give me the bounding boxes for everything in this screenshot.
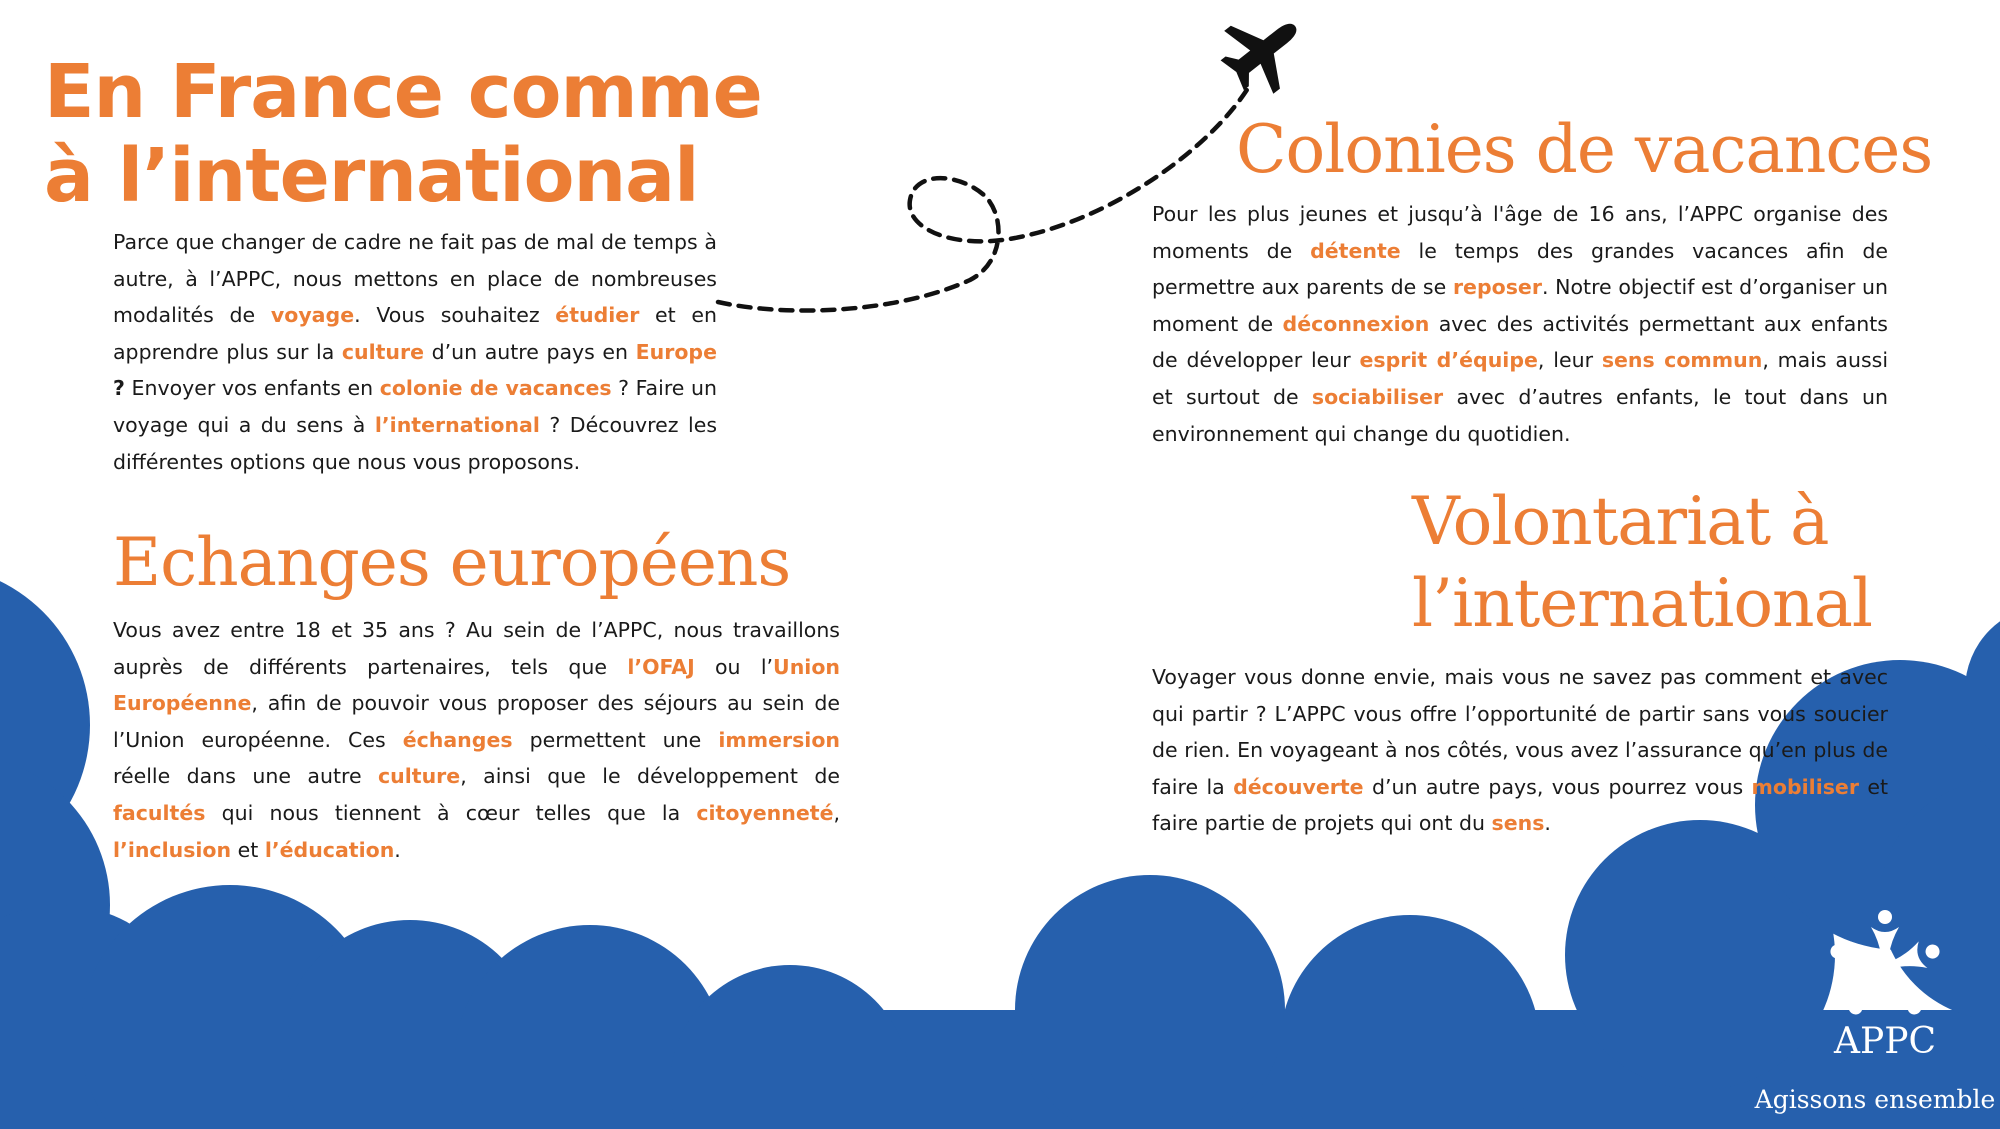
appc-logo-icon [1810, 905, 1960, 1023]
text-run: , ainsi que le développement de [460, 764, 840, 789]
text-run: , afin de pouvoir vous proposer des séjours au sein de l’Union européenne. Ces [113, 691, 840, 752]
keyword: l’éducation [264, 837, 395, 862]
volontariat-title [1412, 481, 1872, 645]
keyword: sociabiliser [1311, 384, 1444, 409]
colonies-title: Colonies de vacances [1236, 111, 1933, 188]
keyword: l’OFAJ [627, 654, 695, 679]
text-run: d’un autre pays, vous pourrez vous [1363, 774, 1752, 799]
page-title-line-1: En France comme [44, 49, 762, 135]
text-run: Voyager vous donne envie, mais vous ne savez pas comment et avec qui partir ? L’APPC vous offre l’opportunité de partir sans vous soucier de rien. En voyageant à nos côtés, vous avez l’assurance qu’en plus de faire la [1152, 665, 1888, 799]
keyword: déconnexion [1282, 311, 1430, 336]
keyword: étudier [555, 303, 640, 328]
text-run: ? Faire un voyage qui a du sens à [113, 376, 717, 437]
logo-slogan: Agissons ensemble [1754, 1085, 1996, 1114]
keyword: immersion [718, 727, 840, 752]
text-run: , mais aussi et surtout de [1152, 348, 1889, 409]
keyword: facultés [113, 800, 206, 825]
text-run: . Notre objectif est d’organiser un moment de [1152, 275, 1888, 336]
keyword: découverte [1233, 774, 1364, 799]
text-run: Parce que changer de cadre ne fait pas de mal de temps à autre, à l’APPC, nous mettons en place de nombreuses modalités de [113, 230, 717, 328]
intro-paragraph [113, 224, 717, 480]
keyword: échanges [402, 727, 513, 752]
airplane-icon [1208, 0, 1320, 107]
keyword: esprit d’équipe [1359, 348, 1538, 373]
logo-name: APPC [1834, 1021, 1936, 1062]
keyword: culture [378, 764, 461, 789]
keyword: détente [1310, 238, 1401, 263]
text-run: . [394, 837, 401, 862]
text-run: et faire partie de projets qui ont du [1152, 774, 1888, 836]
keyword: reposer [1452, 275, 1542, 300]
logo-figure [1871, 910, 1899, 955]
text-run: qui nous tiennent à cœur telles que la [205, 800, 697, 825]
keyword: l’international [374, 412, 540, 437]
keyword: sens commun [1601, 348, 1763, 373]
echanges-title: Echanges européens [113, 524, 791, 601]
text-run: réelle dans une autre [113, 764, 379, 789]
text-run: d’un autre pays en [424, 339, 636, 364]
text-run: avec des activités permettant aux enfants de développer leur [1152, 311, 1888, 373]
text-run: Envoyer vos enfants en [124, 376, 380, 401]
keyword: sens [1491, 811, 1545, 836]
volontariat-paragraph [1152, 659, 1888, 842]
page-title-line-2: à l’international [44, 133, 699, 219]
keyword: mobiliser [1751, 774, 1859, 799]
text-run: et [231, 837, 265, 862]
text-run: , [833, 800, 840, 825]
keyword: ? [113, 376, 125, 401]
keyword: citoyenneté [696, 800, 834, 825]
text-run: permettent une [512, 727, 719, 752]
volontariat-title-line-1: Volontariat à [1412, 483, 1829, 560]
echanges-paragraph [113, 612, 840, 868]
text-run: Vous avez entre 18 et 35 ans ? Au sein de l’APPC, nous travaillons auprès de différents partenaires, tels que [113, 618, 840, 679]
text-run: ? Découvrez les différentes options que nous vous proposons. [113, 412, 717, 474]
text-run: le temps des grandes vacances afin de permettre aux parents de se [1152, 238, 1888, 300]
keyword: Europe [635, 339, 717, 364]
keyword: Union Européenne [113, 654, 840, 716]
text-run: . [1544, 811, 1551, 836]
colonies-paragraph [1152, 196, 1888, 452]
text-run: et en apprendre plus sur la [113, 303, 717, 364]
keyword: l’inclusion [113, 837, 232, 862]
keyword: voyage [270, 303, 355, 328]
text-run: . Vous souhaitez [354, 303, 556, 328]
text-run: ou l’ [694, 654, 774, 679]
keyword: colonie de vacances [379, 376, 612, 401]
text-run: , leur [1537, 348, 1602, 373]
volontariat-title-line-2: l’international [1412, 565, 1873, 642]
text-run: avec d’autres enfants, le tout dans un environnement qui change du quotidien. [1152, 384, 1888, 446]
page-title [44, 50, 762, 218]
keyword: culture [341, 339, 425, 364]
text-run: Pour les plus jeunes et jusqu’à l'âge de 16 ans, l’APPC organise des moments de [1152, 202, 1888, 263]
